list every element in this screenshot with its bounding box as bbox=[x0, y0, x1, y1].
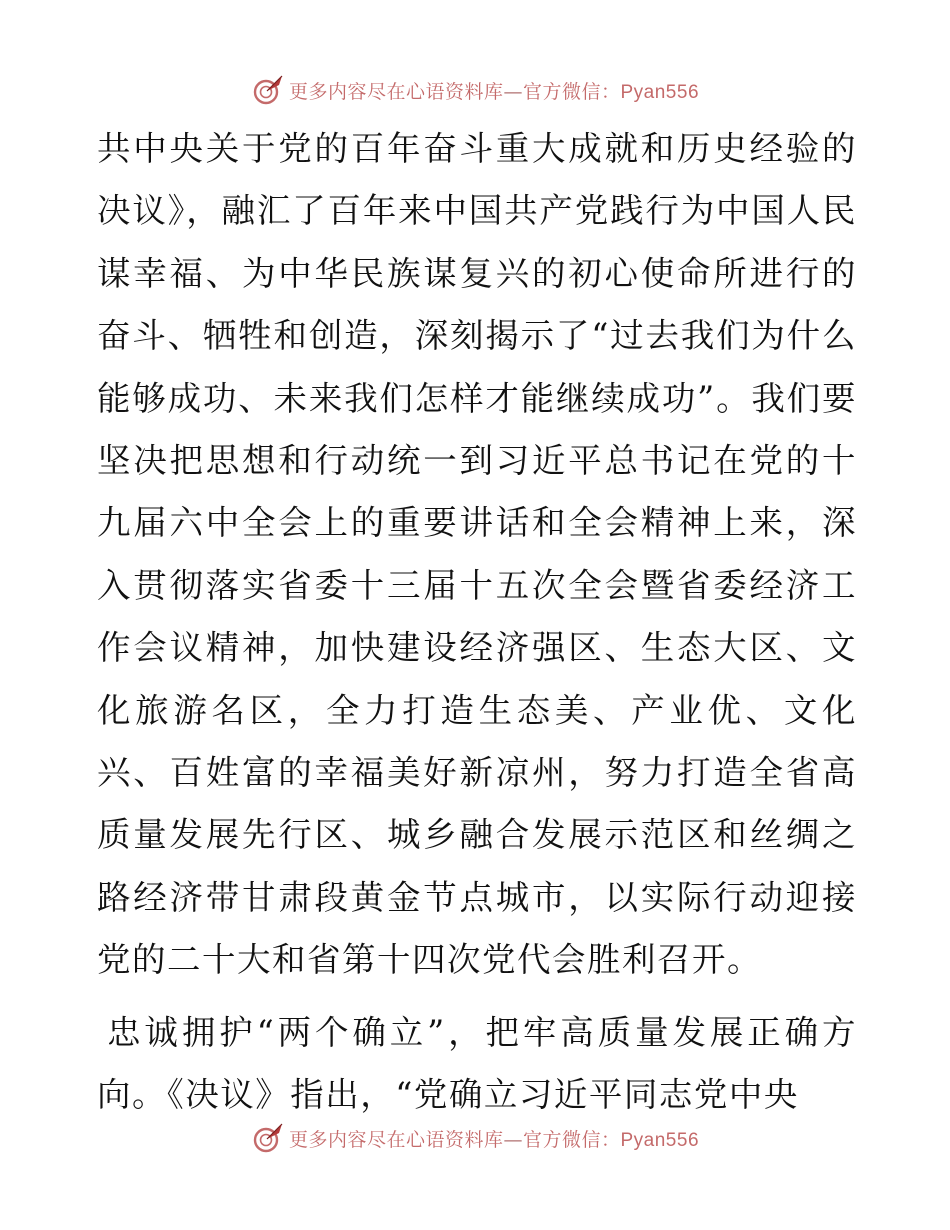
paragraph-continuation: 共中央关于党的百年奋斗重大成就和历史经验的决议》，融汇了百年来中国共产党践行为中国人民谋幸福、为中华民族谋复兴的初心使命所进行的奋斗、牺牲和创造，深刻揭示了“过去我们为什么能够成功、未来我们怎样才能继续成功”。我们要坚决把思想和行动统一到习近平总书记在党的十九届六中全会上的重要讲话和全会精神上来，深入贯彻落实省委十三届十五次全会暨省委经济工作会议精神，加快建设经济强区、生态大区、文化旅游名区，全力打造生态美、产业优、文化兴、百姓富的幸福美好新凉州，努力打造全省高质量发展先行区、城乡融合发展示范区和丝绸之路经济带甘肃段黄金节点城市，以实际行动迎接党的二十大和省第十四次党代会胜利召开。 bbox=[97, 129, 857, 980]
watermark-text: 更多内容尽在心语资料库—官方微信：Pyan556 bbox=[288, 1128, 700, 1151]
document-body bbox=[97, 118, 857, 1127]
footer-watermark bbox=[0, 1118, 950, 1158]
header-watermark bbox=[0, 70, 950, 110]
watermark-text: 更多内容尽在心语资料库—官方微信：Pyan556 bbox=[288, 80, 700, 103]
quill-seal-icon bbox=[251, 1121, 285, 1155]
quill-seal-icon bbox=[251, 73, 285, 107]
paragraph-section-start: 忠诚拥护“两个确立”，把牢高质量发展正确方向。《决议》指出，“党确立习近平同志党中央 bbox=[97, 1012, 857, 1115]
